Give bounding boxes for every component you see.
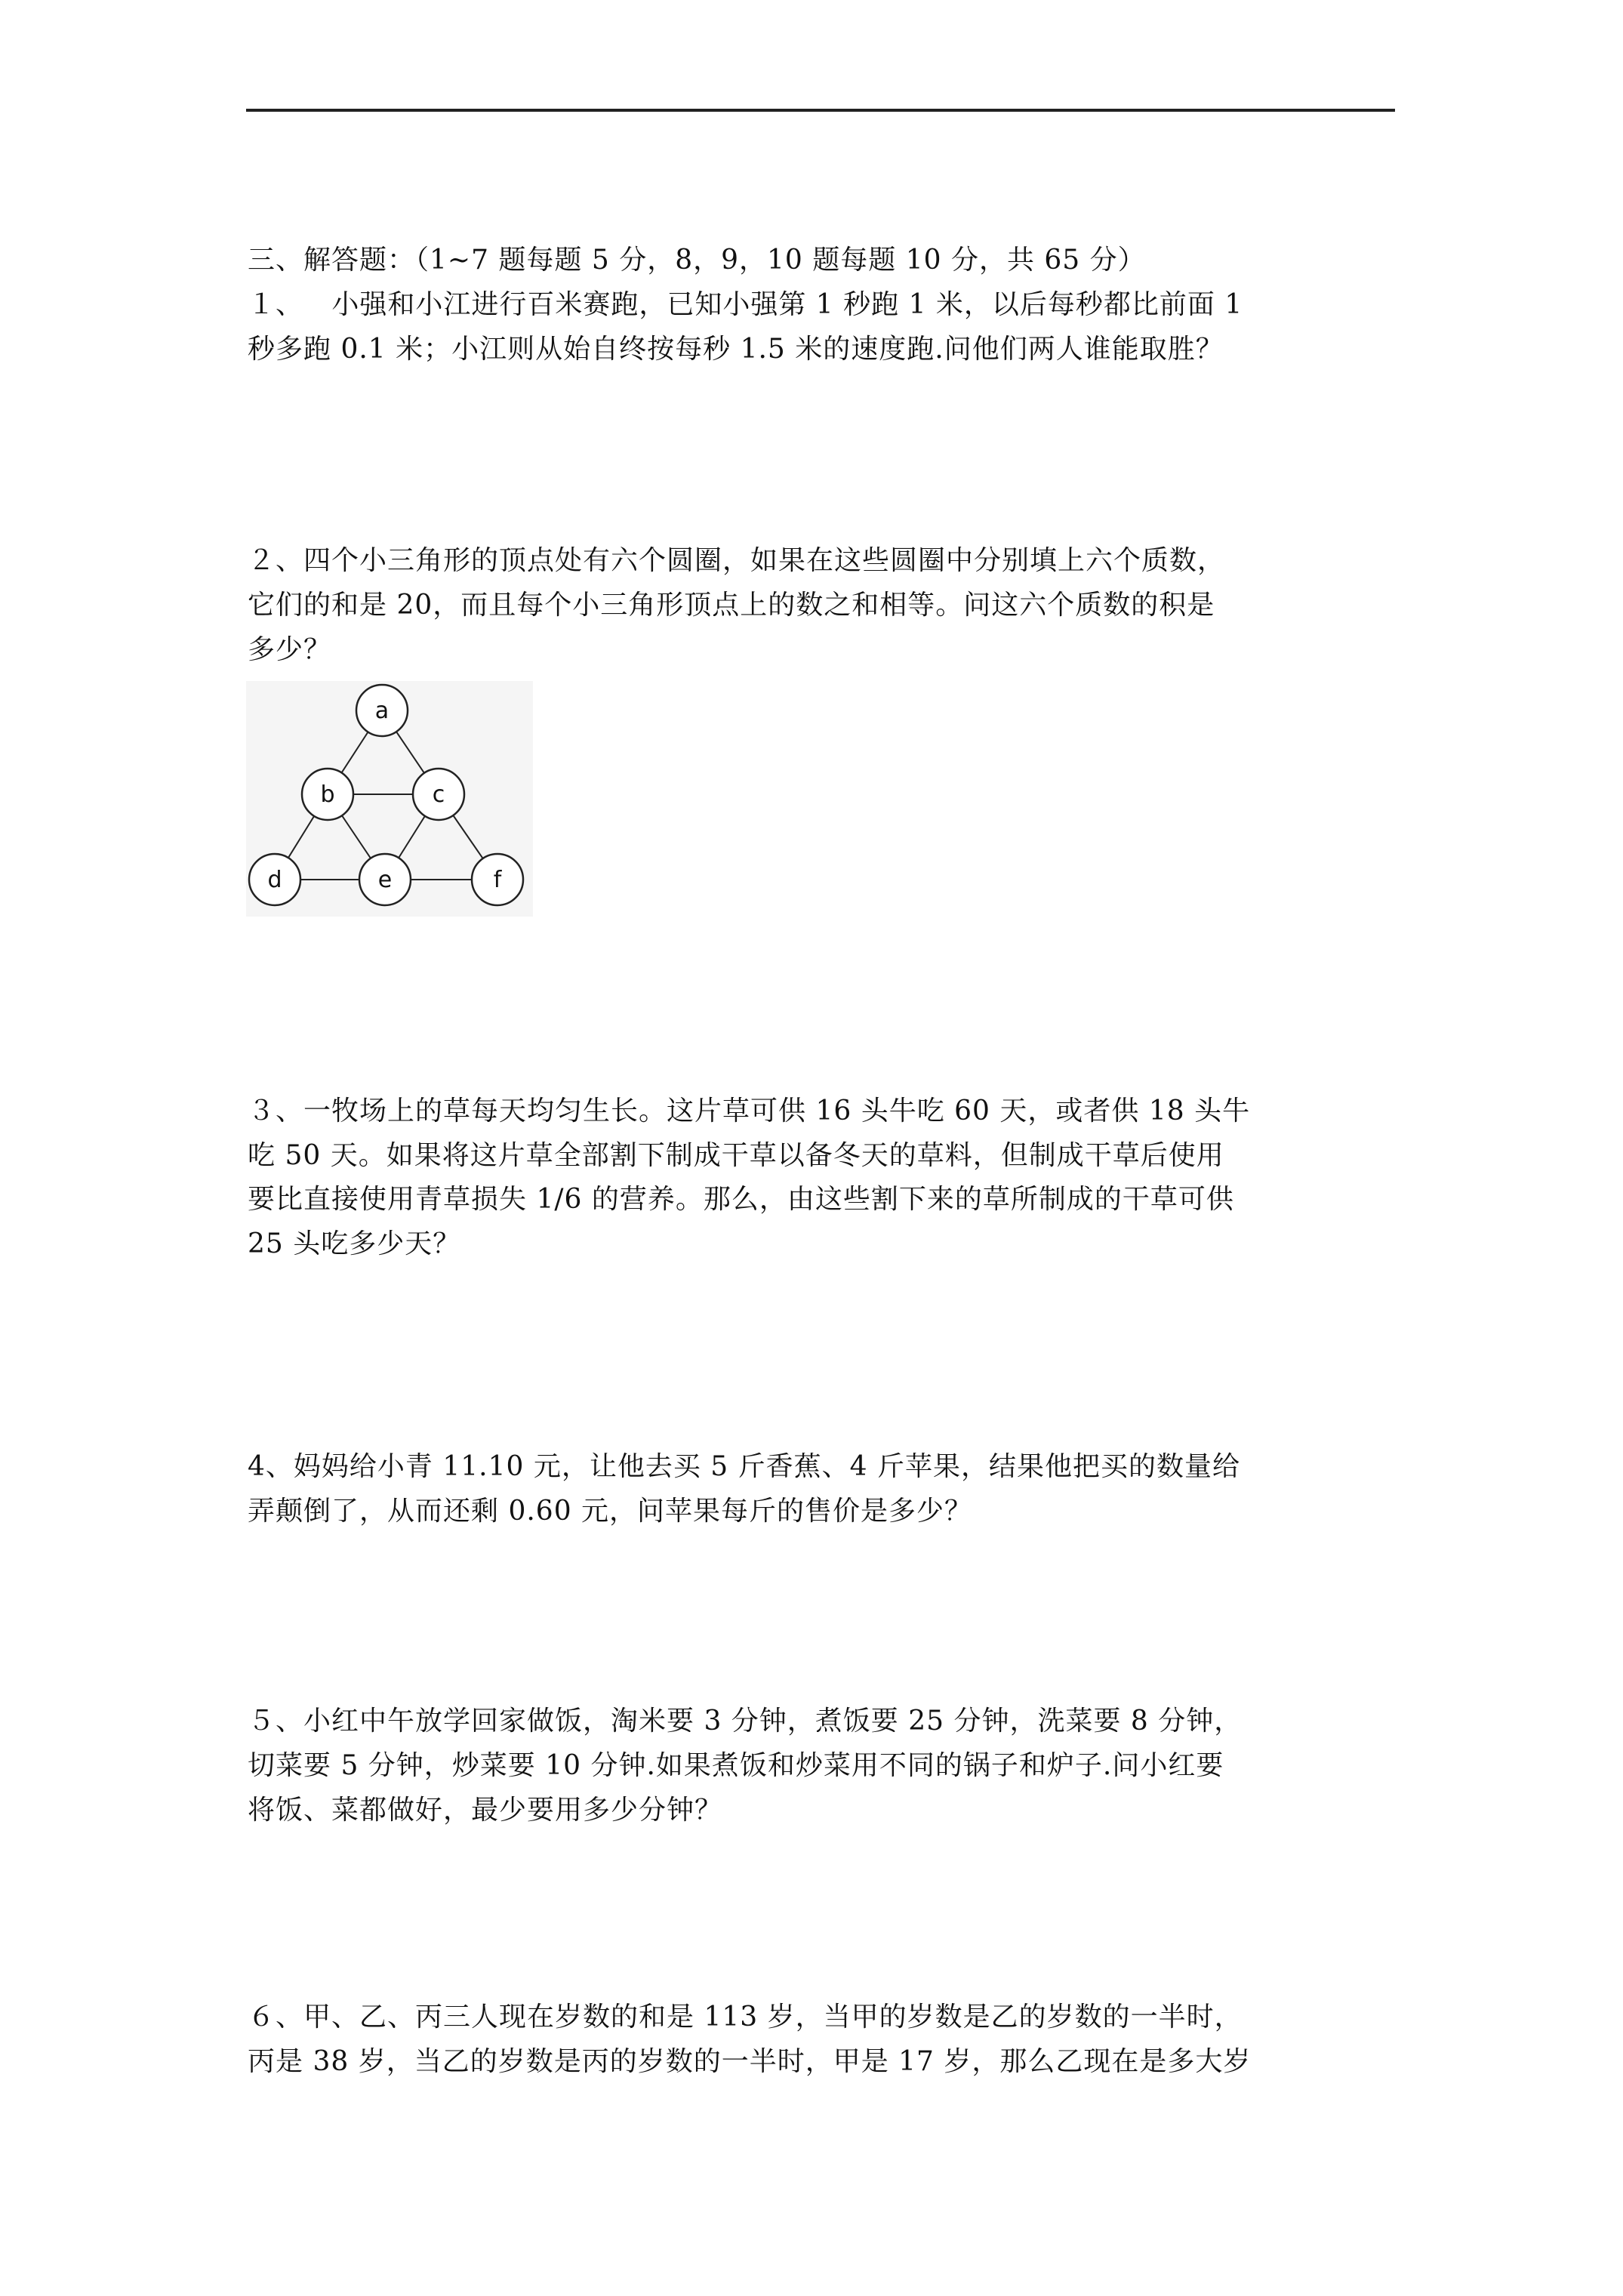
- node-f-label: f: [493, 867, 502, 893]
- header-rule: [246, 109, 1395, 112]
- node-b-label: b: [320, 781, 335, 808]
- triangle-circles-diagram: [246, 681, 533, 917]
- question-4-line-1: 4、妈妈给小青 11.10 元，让他去买 5 斤香蕉、4 斤苹果，结果他把买的数量给: [248, 1451, 1240, 1482]
- question-6-line-2: 丙是 38 岁，当乙的岁数是丙的岁数的一半时，甲是 17 岁，那么乙现在是多大岁: [248, 2046, 1252, 2077]
- question-2-line-2: 它们的和是 20，而且每个小三角形顶点上的数之和相等。问这六个质数的积是: [248, 590, 1215, 621]
- node-a-label: a: [374, 698, 390, 724]
- node-c-label: c: [432, 781, 445, 808]
- question-5-line-1: ５、小红中午放学回家做饭，淘米要 3 分钟，煮饭要 25 分钟，洗菜要 8 分钟，: [248, 1706, 1243, 1737]
- node-e-label: e: [377, 867, 393, 893]
- question-2-line-3: 多少？: [248, 634, 332, 665]
- question-3-line-2: 吃 50 天。如果将这片草全部割下制成干草以备冬天的草料，但制成干草后使用: [248, 1140, 1224, 1171]
- question-3-line-3: 要比直接使用青草损失 1/6 的营养。那么，由这些割下来的草所制成的干草可供: [248, 1184, 1234, 1215]
- question-2-line-1: ２、四个小三角形的顶点处有六个圆圈，如果在这些圆圈中分别填上六个质数，: [248, 545, 1226, 576]
- question-1-line-2: 秒多跑 0.1 米；小江则从始自终按每秒 1.5 米的速度跑.问他们两人谁能取胜？: [248, 334, 1224, 365]
- section-header: 三、解答题：（1~7 题每题 5 分，8，9，10 题每题 10 分，共 65 分）: [248, 245, 1146, 276]
- question-3-line-4: 25 头吃多少天？: [248, 1228, 461, 1259]
- question-4-line-2: 弄颠倒了，从而还剩 0.60 元，问苹果每斤的售价是多少？: [248, 1496, 973, 1527]
- question-5-line-3: 将饭、菜都做好，最少要用多少分钟？: [248, 1795, 723, 1826]
- question-3-line-1: ３、一牧场上的草每天均匀生长。这片草可供 16 头牛吃 60 天，或者供 18 头牛: [248, 1096, 1251, 1126]
- node-d-label: d: [267, 867, 282, 893]
- question-6-line-1: ６、甲、乙、丙三人现在岁数的和是 113 岁，当甲的岁数是乙的岁数的一半时，: [248, 2002, 1243, 2032]
- question-1-line-1: １、 小强和小江进行百米赛跑，已知小强第 1 秒跑 1 米，以后每秒都比前面 1: [248, 289, 1243, 320]
- question-5-line-2: 切菜要 5 分钟，炒菜要 10 分钟.如果煮饭和炒菜用不同的锅子和炉子.问小红要: [248, 1750, 1224, 1781]
